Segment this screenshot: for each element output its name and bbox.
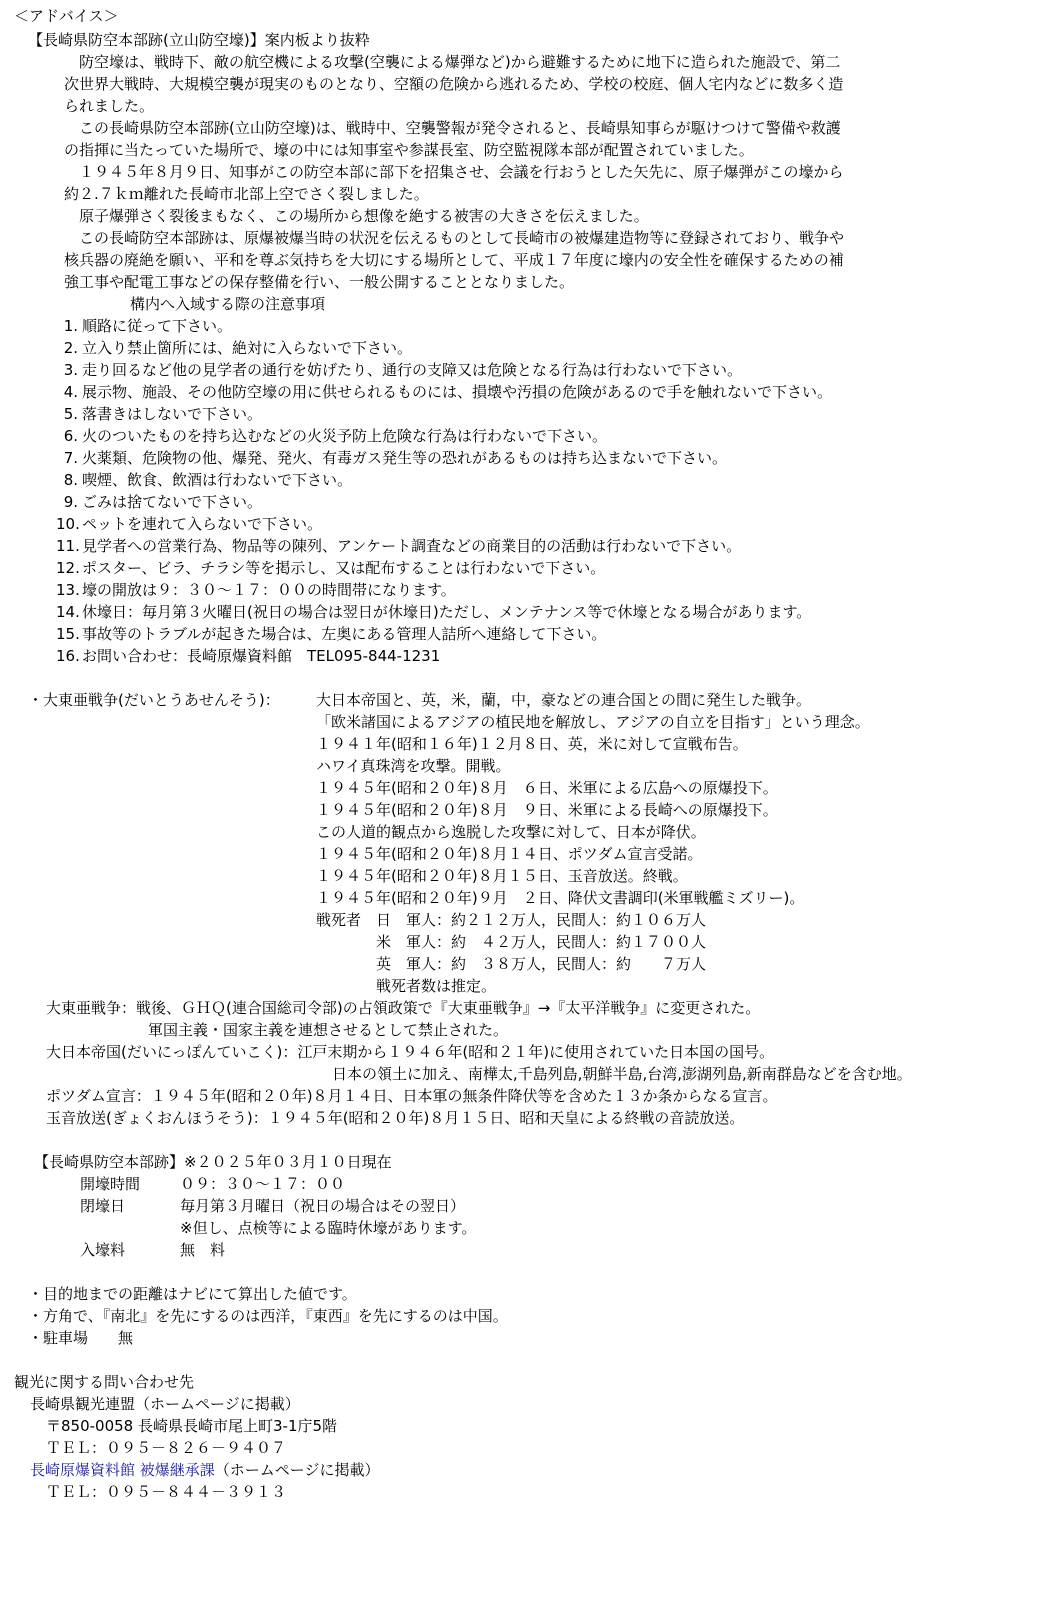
contact-tel2: ＴＥＬ：０９５－８４４－３９１３ <box>46 1483 287 1501</box>
war-line: 大日本帝国と、英，米，蘭，中，豪などの連合国との間に発生した戦争。 <box>316 691 812 709</box>
notice-heading: 【長崎県防空本部跡(立山防空壕)】案内板より抜粋 <box>28 31 370 49</box>
rule-item <box>56 514 322 536</box>
war-line: １９４５年(昭和２０年)８月１４日、ポツダム宣言受諾。 <box>316 845 703 863</box>
contact-heading: 観光に関する問い合わせ先 <box>14 1373 195 1391</box>
rule-text: 順路に従って下さい。 <box>82 317 233 335</box>
notice-p2-line2: の指揮に当たっていた場所で、壕の中には知事室や参謀長室、防空監視隊本部が配置されていました。 <box>64 141 754 159</box>
rules-heading: 構内へ入域する際の注意事項 <box>130 295 326 313</box>
rule-number: 14. <box>56 603 80 621</box>
note-line: ・駐車場 無 <box>28 1329 134 1347</box>
gyokuon-note: 玉音放送(ぎょくおんほうそう)：１９４５年(昭和２０年)８月１５日、昭和天皇による終戦の音読放送。 <box>46 1109 745 1127</box>
rule-text: 火薬類、危険物の他、爆発、発火、有毒ガス発生等の恐れがあるものは持ち込まないで下さい。 <box>82 449 728 467</box>
advice-heading: ＜アドバイス＞ <box>14 7 119 25</box>
rule-number: 13. <box>56 581 80 599</box>
notice-p2-line1: この長崎県防空本部跡(立山防空壕)は、戦時中、空襲警報が発令されると、長崎県知事らが駆けつけて警備や救護 <box>64 119 841 137</box>
war-line: 「欧米諸国によるアジアの植民地を解放し、アジアの自立を目指す」という理念。 <box>316 713 870 731</box>
facility-label: 閉壕日 <box>80 1197 126 1215</box>
rule-text: 展示物、施設、その他防空壕の用に供せられるものには、損壊や汚損の危険があるので手を触れないで下さい。 <box>82 383 833 401</box>
notice-p5-line3: 強工事や配電工事などの保存整備を行い、一般公開することとなりました。 <box>64 273 575 291</box>
war-line: １９４１年(昭和１６年)１２月８日、英，米に対して宣戦布告。 <box>316 735 748 753</box>
war-line: １９４５年(昭和２０年)８月 ６日、米軍による広島への原爆投下。 <box>316 779 778 797</box>
rule-item <box>56 492 262 514</box>
rule-item <box>56 360 742 382</box>
rule-number: 8. <box>63 471 78 489</box>
empire-note-line2: 日本の領土に加え、南樺太,千島列島,朝鮮半島,台湾,澎湖列島,新南群島などを含む地。 <box>332 1065 912 1083</box>
notice-p3-line2: 約２.７ｋｍ離れた長崎市北部上空でさく裂しました。 <box>64 185 429 203</box>
casualty-line: 戦死者 日 軍人：約２１２万人，民間人：約１０６万人 <box>316 911 707 929</box>
ghq-note-line2: 軍国主義・国家主義を連想させるとして禁止された。 <box>148 1021 509 1039</box>
facility-value: 毎月第３月曜日（祝日の場合はその翌日） <box>180 1197 466 1215</box>
facility-label: 入壕料 <box>80 1241 126 1259</box>
rule-text: お問い合わせ：長崎原爆資料館 TEL095-844-1231 <box>82 647 441 665</box>
war-line: １９４５年(昭和２０年)８月１５日、玉音放送。終戦。 <box>316 867 688 885</box>
rule-item <box>56 404 262 426</box>
war-line: １９４５年(昭和２０年)９月 ２日、降伏文書調印(米軍戦艦ミズリー)。 <box>316 889 805 907</box>
rule-number: 6. <box>63 427 78 445</box>
ghq-note-line1: 大東亜戦争：戦後、ＧＨＱ(連合国総司令部)の占領政策で『大東亜戦争』→『太平洋戦争』に変更された。 <box>46 999 761 1017</box>
rule-number: 9. <box>63 493 78 511</box>
rule-item <box>56 470 352 492</box>
war-line: ハワイ真珠湾を攻撃。開戦。 <box>316 757 511 775</box>
rule-number: 5. <box>63 405 78 423</box>
rule-number: 15. <box>56 625 80 643</box>
rule-text: 見学者への営業行為、物品等の陳列、アンケート調査などの商業目的の活動は行わないで下さい。 <box>82 537 742 555</box>
notice-p1-line1: 防空壕は、戦時下、敵の航空機による攻撃(空襲による爆弾など)から避難するために地下に造られた施設で、第二 <box>64 53 841 71</box>
war-line: この人道的観点から逸脱した攻撃に対して、日本が降伏。 <box>316 823 706 841</box>
war-term: ・大東亜戦争(だいとうあせんそう)： <box>28 691 280 709</box>
contact-address1: 〒850-0058 長崎県長崎市尾上町3-1庁5階 <box>46 1417 338 1435</box>
facility-label: 開壕時間 <box>80 1175 141 1193</box>
notice-p5-line1: この長崎防空本部跡は、原爆被爆当時の状況を伝えるものとして長崎市の被爆建造物等に登録されており、戦争や <box>64 229 845 247</box>
rule-item <box>56 338 412 360</box>
rule-number: 1. <box>63 317 78 335</box>
rule-text: 立入り禁止箇所には、絶対に入らないで下さい。 <box>82 339 413 357</box>
rule-text: 休壕日：毎月第３火曜日(祝日の場合は翌日が休壕日)ただし、メンテナンス等で休壕となる場合があります。 <box>82 603 812 621</box>
rule-item <box>56 316 232 338</box>
rule-item <box>56 536 741 558</box>
rule-item <box>56 624 606 646</box>
casualty-line: 英 軍人：約 ３８万人，民間人：約 ７万人 <box>316 955 707 973</box>
rule-text: 事故等のトラブルが起きた場合は、左奥にある管理人詰所へ連絡して下さい。 <box>82 625 607 643</box>
note-line: ・方角で、『南北』を先にするのは西洋，『東西』を先にするのは中国。 <box>28 1307 508 1325</box>
rule-text: 走り回るなど他の見学者の通行を妨げたり、通行の支障又は危険となる行為は行わないで下さい。 <box>82 361 743 379</box>
rule-number: 2. <box>63 339 78 357</box>
rule-text: 喫煙、飲食、飲酒は行わないで下さい。 <box>82 471 353 489</box>
rule-item <box>56 602 811 624</box>
notice-p3-line1: １９４５年８月９日、知事がこの防空本部に部下を招集させ、会議を行おうとした矢先に、原子爆弾がこの壕から <box>64 163 844 181</box>
facility-value: ※但し、点検等による臨時休壕があります。 <box>180 1219 477 1237</box>
empire-note-line1: 大日本帝国(だいにっぽんていこく)：江戸末期から１９４６年(昭和２１年)に使用されていた日本国の国号。 <box>46 1043 775 1061</box>
casualty-line: 戦死者数は推定。 <box>316 977 497 995</box>
rule-item <box>56 580 456 602</box>
contact-org2-link[interactable]: 長崎原爆資料館 被爆継承課 <box>30 1461 215 1479</box>
rule-item <box>56 448 727 470</box>
rule-item <box>56 426 607 448</box>
rule-number: 10. <box>56 515 80 533</box>
notice-p5-line2: 核兵器の廃絶を願い、平和を尊ぶ気持ちを大切にする場所として、平成１７年度に壕内の安全性を確保するための補 <box>64 251 844 269</box>
facility-value: 無 料 <box>180 1241 226 1259</box>
rule-number: 16. <box>56 647 80 665</box>
rule-text: 壕の開放は９：３０～１７：００の時間帯になります。 <box>82 581 456 599</box>
rule-item <box>56 646 440 668</box>
notice-p1-line2: 次世界大戦時、大規模空襲が現実のものとなり、空額の危険から逃れるため、学校の校庭、個人宅内などに数多く造 <box>64 75 844 93</box>
notice-p1-line3: られました。 <box>64 97 155 115</box>
potsdam-note: ポツダム宣言：１９４５年(昭和２０年)８月１４日、日本軍の無条件降伏等を含めた１３か条からなる宣言。 <box>46 1087 778 1105</box>
notice-p4-line1: 原子爆弾さく裂後まもなく、この場所から想像を絶する被害の大きさを伝えました。 <box>64 207 649 225</box>
rule-text: ペットを連れて入らないで下さい。 <box>82 515 323 533</box>
war-line: １９４５年(昭和２０年)８月 ９日、米軍による長崎への原爆投下。 <box>316 801 778 819</box>
casualty-line: 米 軍人：約 ４２万人，民間人：約１７００人 <box>316 933 707 951</box>
rule-text: 落書きはしないで下さい。 <box>82 405 263 423</box>
note-line: ・目的地までの距離はナビにて算出した値です。 <box>28 1285 357 1303</box>
facility-heading: 【長崎県防空本部跡】※２０２５年０３月１０日現在 <box>34 1153 392 1171</box>
rule-text: ポスター、ビラ、チラシ等を掲示し、又は配布することは行わないで下さい。 <box>82 559 606 577</box>
rule-item <box>56 558 605 580</box>
rule-number: 3. <box>63 361 78 379</box>
rule-number: 7. <box>63 449 78 467</box>
rule-number: 11. <box>56 537 80 555</box>
contact-tel1: ＴＥＬ：０９５－８２６－９４０７ <box>46 1439 287 1457</box>
rule-number: 4. <box>63 383 78 401</box>
rule-number: 12. <box>56 559 80 577</box>
contact-org1: 長崎県観光連盟（ホームページに掲載） <box>30 1395 300 1413</box>
contact-org2-suffix: （ホームページに掲載） <box>214 1461 380 1479</box>
contact-org2 <box>30 1460 379 1482</box>
facility-value: ０９：３０～１７：００ <box>180 1175 346 1193</box>
rule-text: 火のついたものを持ち込むなどの火災予防上危険な行為は行わないで下さい。 <box>82 427 608 445</box>
rule-text: ごみは捨てないで下さい。 <box>82 493 263 511</box>
rule-item <box>56 382 832 404</box>
